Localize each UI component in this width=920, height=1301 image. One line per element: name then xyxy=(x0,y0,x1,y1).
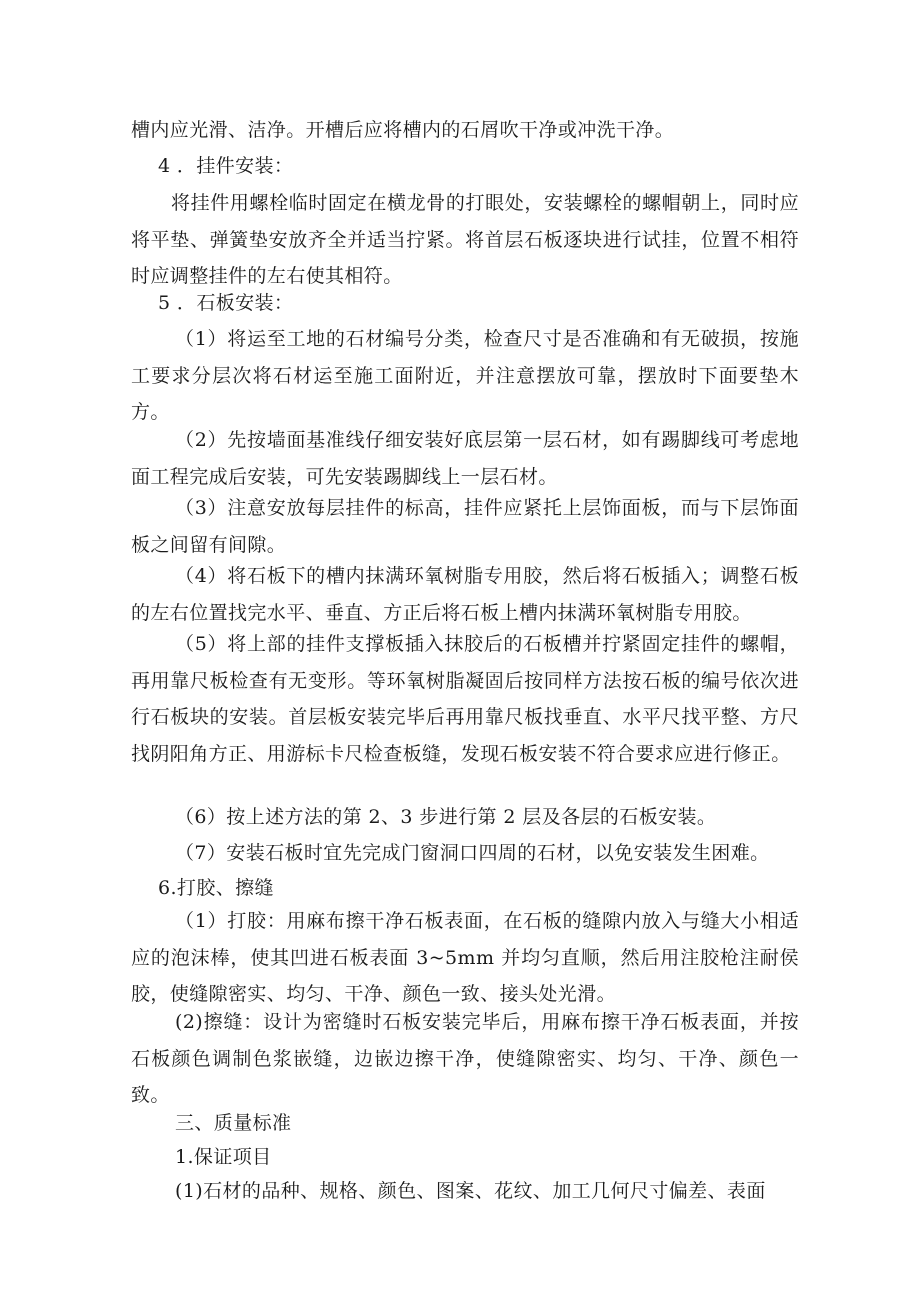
paragraph-stone-step-4: （4）将石板下的槽内抹满环氧树脂专用胶，然后将石板插入；调整石板的左右位置找完水平、垂直、方正后将石板上槽内抹满环氧树脂专用胶。 xyxy=(131,565,799,624)
paragraph-sealing-step-1: （1）打胶：用麻布擦干净石板表面，在石板的缝隙内放入与缝大小相适应的泡沫棒，使其凹进石板表面 3~5mm 并均匀直顺，然后用注胶枪注耐侯胶，使缝隙密实、均匀、干净、颜色一致、接头处光滑。 xyxy=(131,910,799,1005)
paragraph-stone-step-3: （3）注意安放每层挂件的标高，挂件应紧托上层饰面板，而与下层饰面板之间留有间隙。 xyxy=(131,497,799,556)
paragraph-slot-cleaning: 槽内应光滑、洁净。开槽后应将槽内的石屑吹干净或冲洗干净。 xyxy=(131,119,675,141)
paragraph-guarantee-item-1: (1)石材的品种、规格、颜色、图案、花纹、加工几何尺寸偏差、表面 xyxy=(175,1180,766,1202)
paragraph-hanger-installation: 将挂件用螺栓临时固定在横龙骨的打眼处，安装螺栓的螺帽朝上，同时应将平垫、弹簧垫安放齐全并适当拧紧。将首层石板逐块进行试挂，位置不相符时应调整挂件的左右使其相符。 xyxy=(131,192,799,287)
paragraph-stone-step-1: （1）将运至工地的石材编号分类，检查尺寸是否准确和有无破损，按施工要求分层次将石材运至施工面附近，并注意摆放可靠，摆放时下面要垫木方。 xyxy=(131,328,799,423)
heading-guarantee-items: 1.保证项目 xyxy=(175,1146,272,1168)
heading-quality-standards: 三、质量标准 xyxy=(175,1112,292,1134)
heading-stone-installation: 5 ．石板安装： xyxy=(158,292,294,314)
paragraph-stone-step-2: （2）先按墙面基准线仔细安装好底层第一层石材，如有踢脚线可考虑地面工程完成后安装，可先安装踢脚线上一层石材。 xyxy=(131,429,799,488)
paragraph-stone-step-7: （7）安装石板时宜先完成门窗洞口四周的石材，以免安装发生困难。 xyxy=(175,842,770,864)
paragraph-sealing-step-2: (2)擦缝：设计为密缝时石板安装完毕后，用麻布擦干净石板表面，并按石板颜色调制色浆嵌缝，边嵌边擦干净，使缝隙密实、均匀、干净、颜色一致。 xyxy=(131,1011,799,1106)
paragraph-stone-step-5: （5）将上部的挂件支撑板插入抹胶后的石板槽并拧紧固定挂件的螺帽，再用靠尺板检查有无变形。等环氧树脂凝固后按同样方法按石板的编号依次进行石板块的安装。首层板安装完毕后再用靠尺板找垂直、水平尺找平整、方尺找阴阳角方正、用游标卡尺检查板缝，发现石板安装不符合要求应进行修正。 xyxy=(131,633,799,765)
paragraph-stone-step-6: （6）按上述方法的第 2、3 步进行第 2 层及各层的石板安装。 xyxy=(175,806,717,828)
heading-hanger-installation: 4 ．挂件安装： xyxy=(158,155,294,177)
heading-sealing-jointing: 6.打胶、擦缝 xyxy=(158,877,274,899)
